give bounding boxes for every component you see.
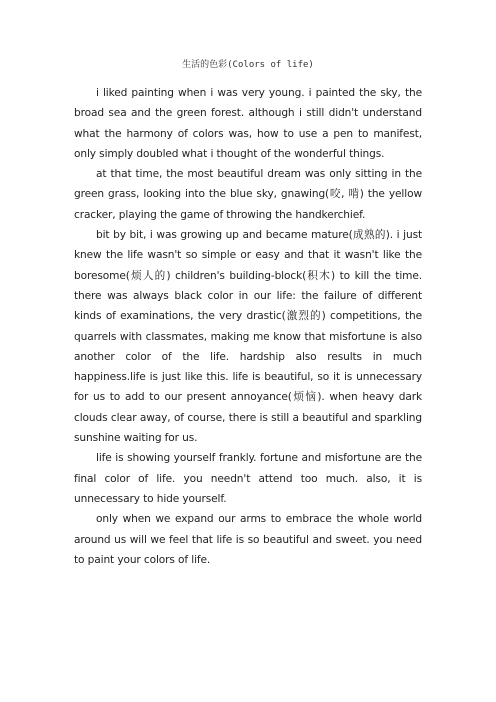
paragraph-3: bit by bit, i was growing up and became mature(成熟的). i just knew the life wasn't so simple or easy and that it wasn't like the boresome(烦人的) children's building-block(积木) to kill the time. there was always black color in our life: the failure of different kinds of examinations, the very drastic(激烈的) competitions, the quarrels with classmates, making me know that misfortune is also another color of the life. hardship also results in much happiness.life is just like this. life is beautiful, so it is unnecessary for us to add to our present annoyance(烦恼). when heavy dark clouds clear away, of course, there is still a beautiful and sparkling sunshine waiting for us. (74, 229, 422, 445)
document-body (74, 83, 422, 570)
paragraph-4: life is showing yourself frankly. fortune and misfortune are the final color of life. you needn't attend too much. also, it is unnecessary to hide yourself. (74, 452, 422, 505)
document-title: 生活的色彩(Colors of life) (182, 60, 314, 70)
paragraph-1: i liked painting when i was very young. i painted the sky, the broad sea and the green forest. although i still didn't understand what the harmony of colors was, how to use a pen to manifest, only simply doubled what i thought of the wonderful things. (74, 87, 422, 160)
paragraph-2: at that time, the most beautiful dream was only sitting in the green grass, looking into the blue sky, gnawing(咬, 啃) the yellow cracker, playing the game of throwing the handkerchief. (74, 168, 422, 221)
paragraph-5: only when we expand our arms to embrace the whole world around us will we feel that life is so beautiful and sweet. you need to paint your colors of life. (74, 513, 422, 566)
